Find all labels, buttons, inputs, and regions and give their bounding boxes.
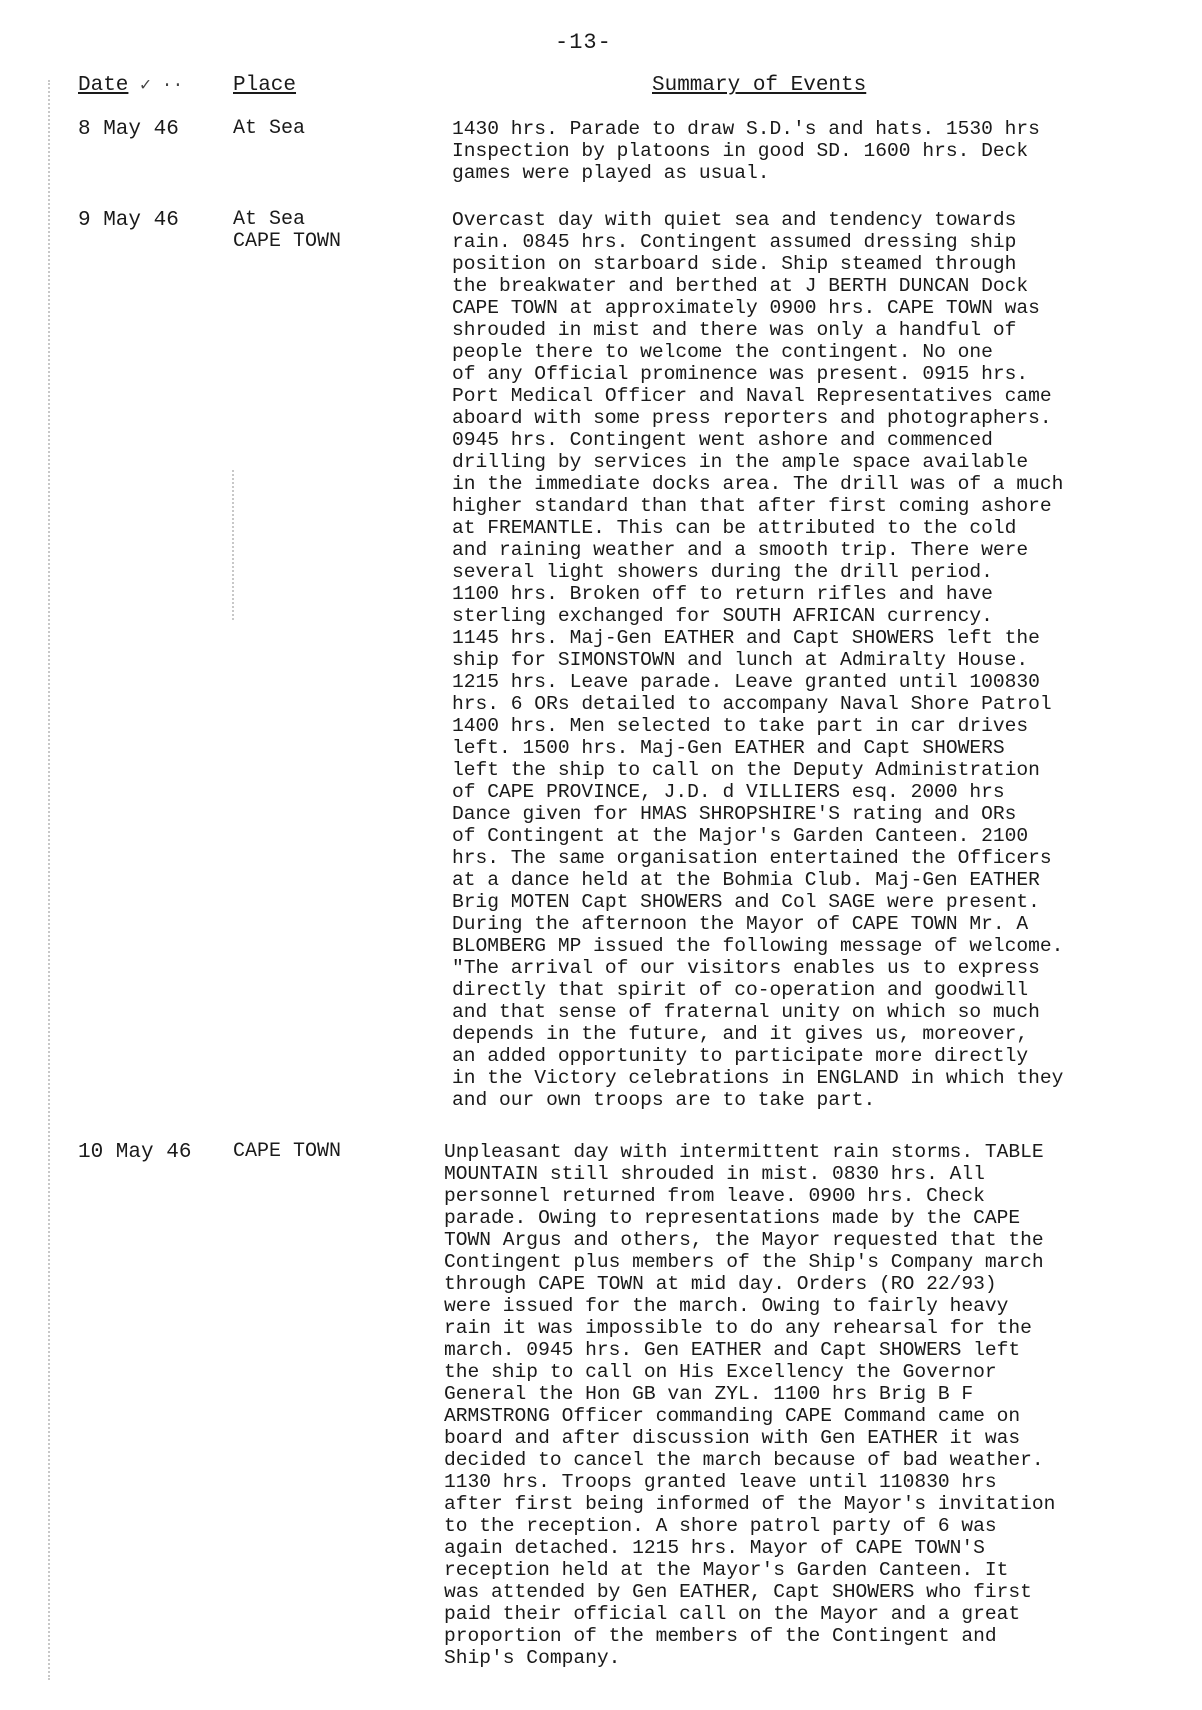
entry-place-line: CAPE TOWN	[233, 1140, 342, 1163]
entry-date: 10 May 46	[78, 1141, 192, 1164]
pencil-tick-mark: ✓ ··	[140, 76, 184, 96]
header-summary: Summary of Events	[652, 74, 867, 97]
header-date: Date	[78, 74, 129, 97]
margin-dotted-rule	[48, 80, 50, 1680]
entry-date: 8 May 46	[78, 118, 179, 141]
scan-dot-trail	[232, 470, 234, 620]
entry-place	[233, 209, 341, 253]
page-number: -13-	[555, 30, 612, 55]
entry-place	[233, 118, 305, 140]
entry-place	[233, 1141, 341, 1163]
entry-place-line: CAPE TOWN	[233, 230, 342, 253]
entry-summary: Unpleasant day with intermittent rain storms. TABLE MOUNTAIN still shrouded in mist. 0830 hrs. All personnel returned from leave. 0900 hrs. Check parade. Owing to representations made by the CAPE TOWN Argus and others, the Mayor requested that the Contingent plus members of the Ship's Company march through CAPE TOWN at mid day. Orders (RO 22/93) were issued for the march. Owing to fairly heavy rain it was impossible to do any rehearsal for the march. 0945 hrs. Gen EATHER and Capt SHOWERS left the ship to call on His Excellency the Governor General the Hon GB van ZYL. 1100 hrs Brig B F ARMSTRONG Officer commanding CAPE Command came on board and after discussion with Gen EATHER it was decided to cancel the march because of bad weather. 1130 hrs. Troops granted leave until 110830 hrs after first being informed of the Mayor's invitation to the reception. A shore patrol party of 6 was again detached. 1215 hrs. Mayor of CAPE TOWN'S reception held at the Mayor's Garden Canteen. It was attended by Gen EATHER, Capt SHOWERS who first paid their official call on the Mayor and a great proportion of the members of the Contingent and Ship's Company.	[444, 1141, 1056, 1669]
entry-place-line: At Sea	[233, 117, 306, 140]
entry-summary: Overcast day with quiet sea and tendency towards rain. 0845 hrs. Contingent assumed dressing ship position on starboard side. Ship steamed through the breakwater and berthed at J BERTH DUNCAN Dock CAPE TOWN at approximately 0900 hrs. CAPE TOWN was shrouded in mist and there was only a handful of people there to welcome the contingent. No one of any Official prominence was present. 0915 hrs. Port Medical Officer and Naval Representatives came aboard with some press reporters and photographers. 0945 hrs. Contingent went ashore and commenced drilling by services in the ample space available in the immediate docks area. The drill was of a much higher standard than that after first coming ashore at FREMANTLE. This can be attributed to the cold and raining weather and a smooth trip. There were several light showers during the drill period. 1100 hrs. Broken off to return rifles and have sterling exchanged for SOUTH AFRICAN currency. 1145 hrs. Maj-Gen EATHER and Capt SHOWERS left the ship for SIMONSTOWN and lunch at Admiralty House. 1215 hrs. Leave parade. Leave granted until 100830 hrs. 6 ORs detailed to accompany Naval Shore Patrol 1400 hrs. Men selected to take part in car drives left. 1500 hrs. Maj-Gen EATHER and Capt SHOWERS left the ship to call on the Deputy Administration of CAPE PROVINCE, J.D. d VILLIERS esq. 2000 hrs Dance given for HMAS SHROPSHIRE'S rating and ORs of Contingent at the Major's Garden Canteen. 2100 hrs. The same organisation entertained the Officers at a dance held at the Bohmia Club. Maj-Gen EATHER Brig MOTEN Capt SHOWERS and Col SAGE were present. During the afternoon the Mayor of CAPE TOWN Mr. A BLOMBERG MP issued the following message of welcome. "The arrival of our visitors enables us to express directly that spirit of co-operation and goodwill and that sense of fraternal unity on which so much depends in the future, and it gives us, moreover, an added opportunity to participate more directly in the Victory celebrations in ENGLAND in which they and our own troops are to take part.	[452, 209, 1064, 1111]
entry-date: 9 May 46	[78, 209, 179, 232]
entry-summary: 1430 hrs. Parade to draw S.D.'s and hats. 1530 hrs Inspection by platoons in good SD. 1600 hrs. Deck games were played as usual.	[452, 118, 1040, 184]
header-place: Place	[233, 74, 297, 97]
entry-place-line: At Sea	[233, 208, 306, 231]
